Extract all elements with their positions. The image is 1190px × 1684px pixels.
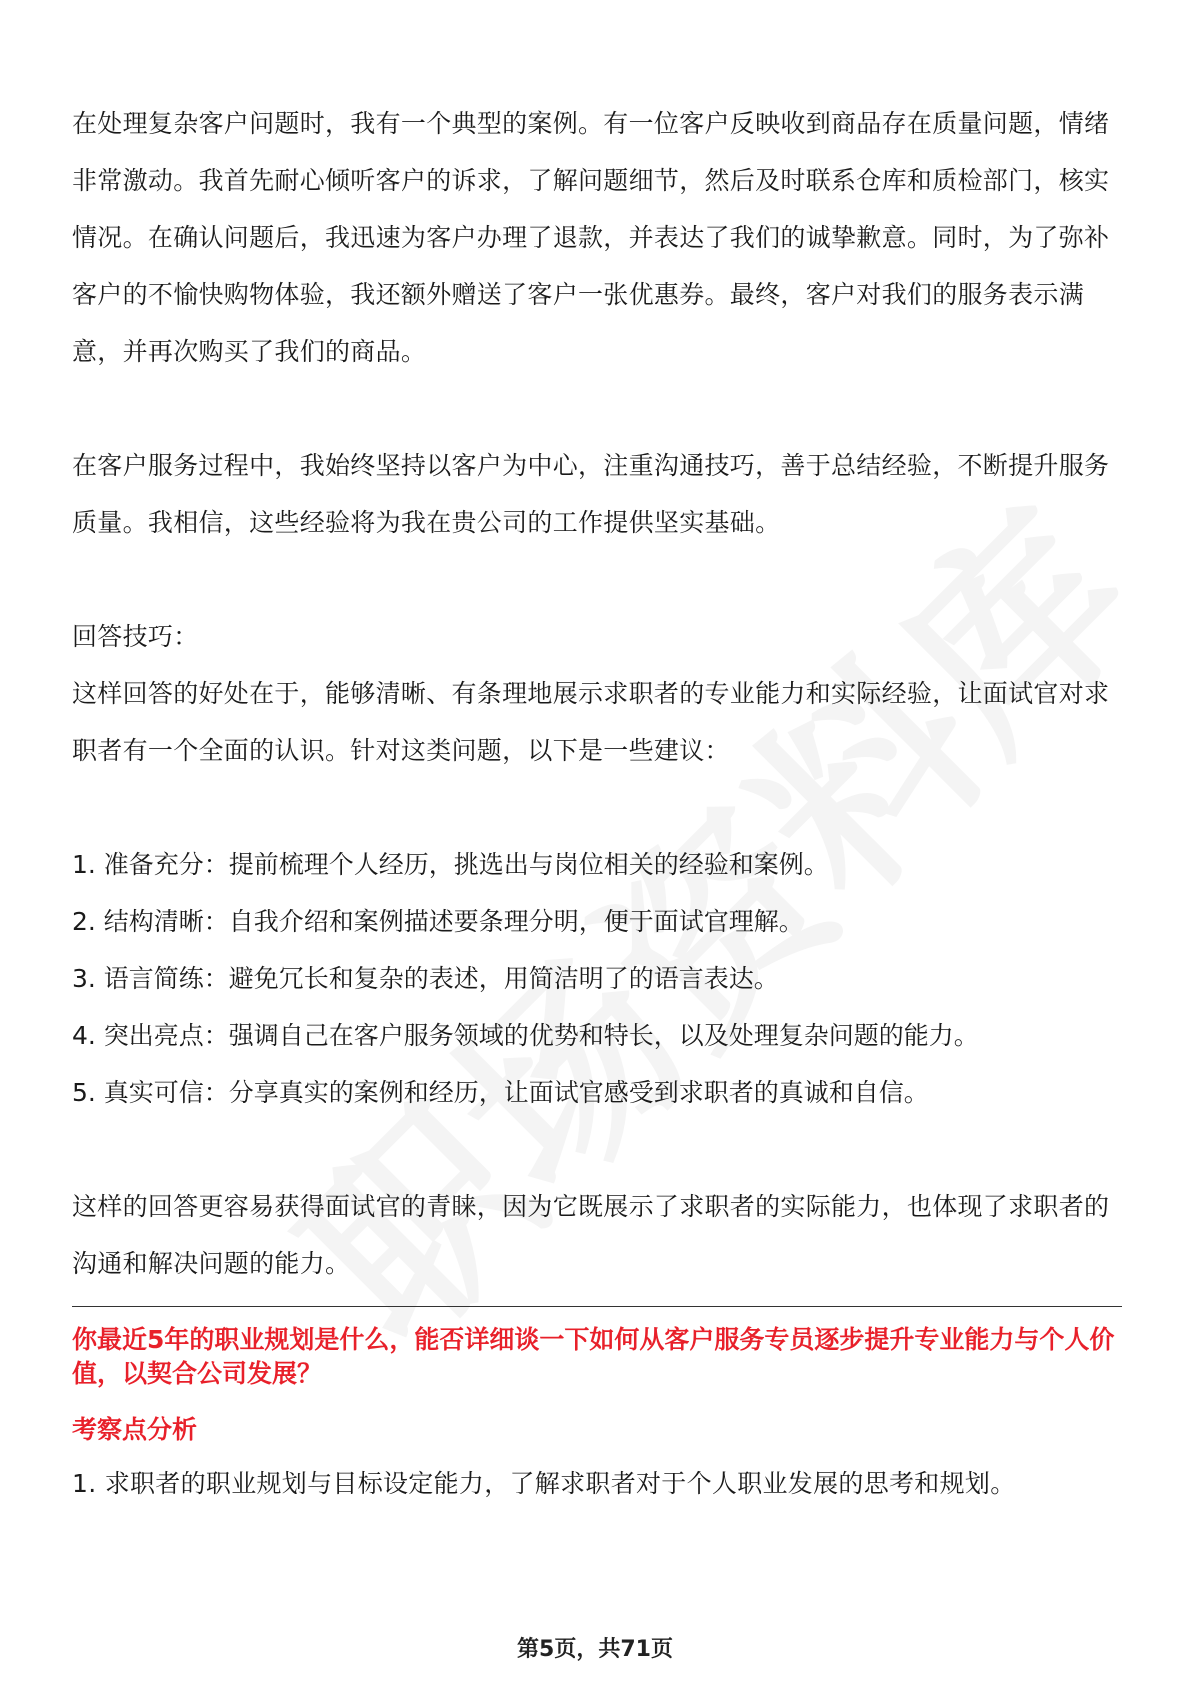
tip-item-2: 2. 结构清晰：自我介绍和案例描述要条理分明，便于面试官理解。 <box>72 907 804 936</box>
tip-item-3: 3. 语言简练：避免冗长和复杂的表述，用简洁明了的语言表达。 <box>72 964 779 993</box>
tips-conclusion: 这样的回答更容易获得面试官的青睐，因为它既展示了求职者的实际能力，也体现了求职者的沟通和解决问题的能力。 <box>72 1192 1110 1278</box>
analysis-item-1: 1. 求职者的职业规划与目标设定能力，了解求职者对于个人职业发展的思考和规划。 <box>72 1469 1016 1498</box>
question-title: 你最近5年的职业规划是什么，能否详细谈一下如何从客户服务专员逐步提升专业能力与个人价值，以契合公司发展？ <box>72 1325 1115 1388</box>
tips-heading: 回答技巧： <box>72 622 199 651</box>
analysis-title: 考察点分析 <box>72 1415 198 1444</box>
tip-item-5: 5. 真实可信：分享真实的案例和经历，让面试官感受到求职者的真诚和自信。 <box>72 1078 929 1107</box>
document-page <box>72 95 1122 1512</box>
tips-intro: 这样回答的好处在于，能够清晰、有条理地展示求职者的专业能力和实际经验，让面试官对求职者有一个全面的认识。针对这类问题，以下是一些建议： <box>72 679 1110 765</box>
case-paragraph: 在处理复杂客户问题时，我有一个典型的案例。有一位客户反映收到商品存在质量问题，情绪非常激动。我首先耐心倾听客户的诉求，了解问题细节，然后及时联系仓库和质检部门，核实情况。在确认问题后，我迅速为客户办理了退款，并表达了我们的诚挚歉意。同时，为了弥补客户的不愉快购物体验，我还额外赠送了客户一张优惠券。最终，客户对我们的服务表示满意，并再次购买了我们的商品。 <box>72 109 1110 366</box>
summary-paragraph: 在客户服务过程中，我始终坚持以客户为中心，注重沟通技巧，善于总结经验，不断提升服务质量。我相信，这些经验将为我在贵公司的工作提供坚实基础。 <box>72 451 1110 537</box>
tip-item-1: 1. 准备充分：提前梳理个人经历，挑选出与岗位相关的经验和案例。 <box>72 850 829 879</box>
tip-item-4: 4. 突出亮点：强调自己在客户服务领域的优势和特长，以及处理复杂问题的能力。 <box>72 1021 979 1050</box>
section-divider <box>72 1306 1122 1307</box>
page-footer: 第5页，共71页 <box>517 1637 673 1662</box>
